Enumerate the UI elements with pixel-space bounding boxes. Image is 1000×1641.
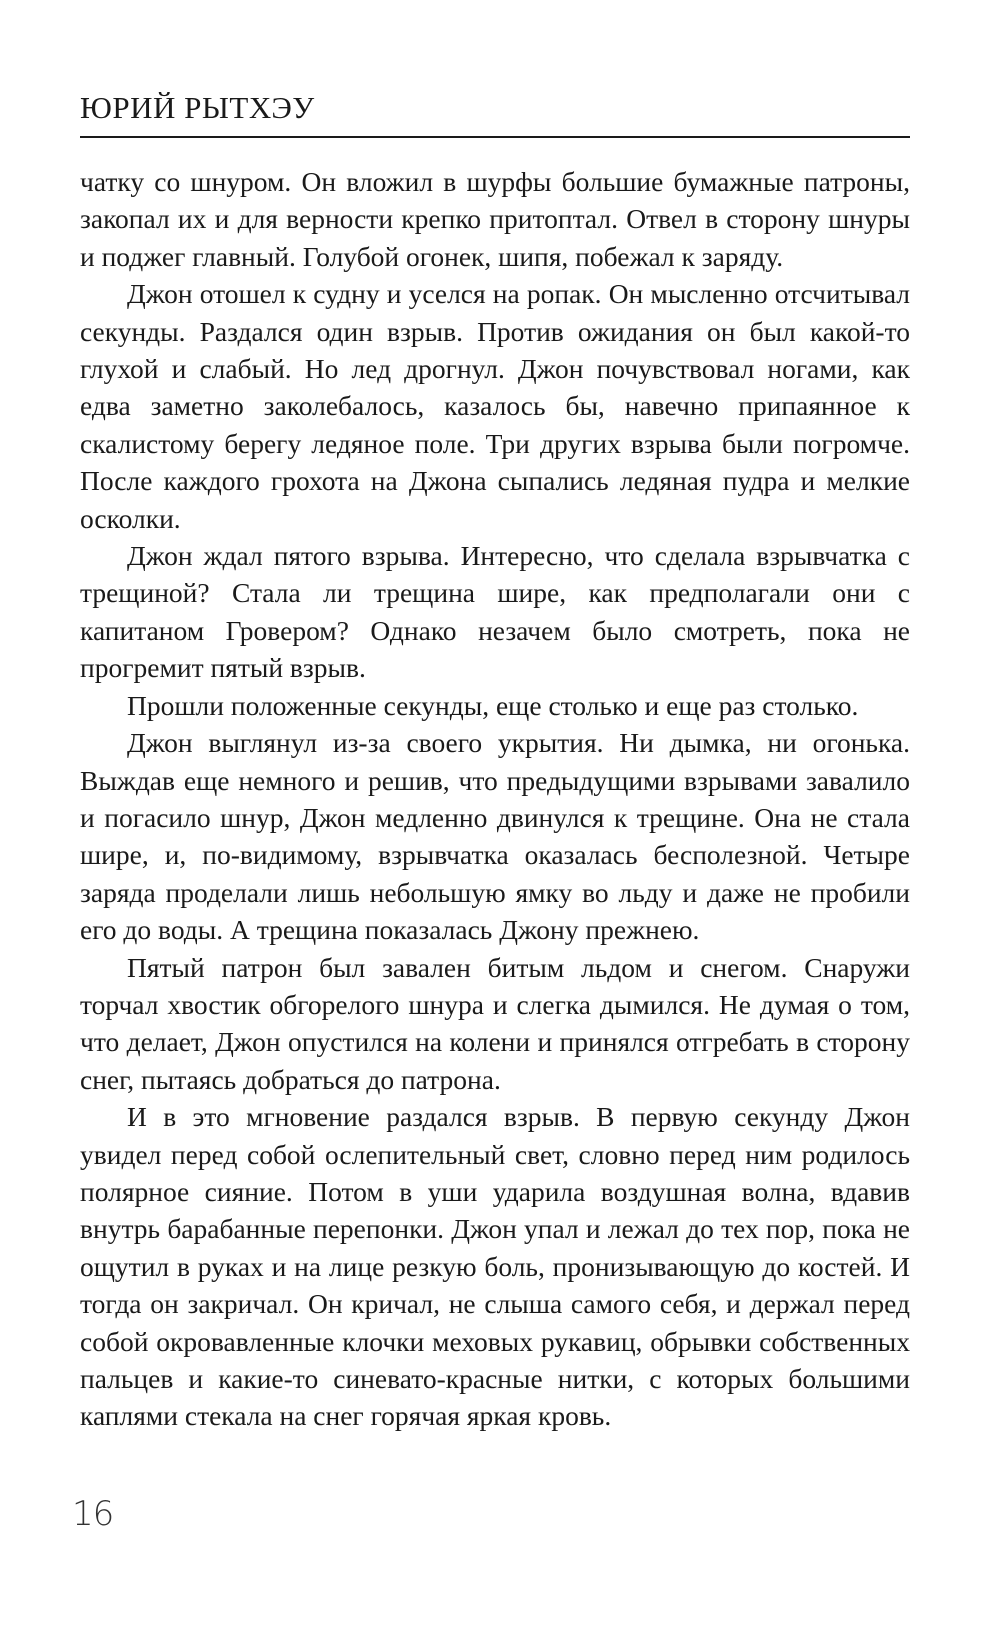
paragraph: Джон отошел к судну и уселся на ропак. Он мысленно отсчитывал секунды. Раздался один взрыв. Против ожидания он был какой-то глухой и слабый. Но лед дрогнул. Джон почувствовал ногами, как едва заметно заколебалось, казалось бы, навечно припаянное к скалистому берегу ледяное поле. Три других взрыва были погромче. После каждого грохота на Джона сыпались ледяная пудра и мелкие осколки. xyxy=(80,278,910,534)
page-number: 16 xyxy=(72,1494,114,1534)
paragraph: Джон выглянул из-за своего укрытия. Ни дымка, ни огонька. Выждав еще немного и решив, что предыдущими взрывами завалило и погасило шнур, Джон медленно двинулся к трещине. Она не стала шире, и, по-видимому, взрывчатка оказалась бесполезной. Четыре заряда проделали лишь небольшую ямку во льду и даже не пробили его до воды. А трещина показалась Джону прежнею. xyxy=(80,727,910,946)
paragraph: чатку со шнуром. Он вложил в шурфы большие бумажные патроны, закопал их и для верности крепко притоптал. Отвел в сторону шнуры и поджег главный. Голубой огонек, шипя, побежал к заряду. xyxy=(80,166,910,272)
paragraph: И в это мгновение раздался взрыв. В первую секунду Джон увидел перед собой ослепительный свет, словно перед ним родилось полярное сияние. Потом в уши ударила воздушная волна, вдавив внутрь барабанные перепонки. Джон упал и лежал до тех пор, пока не ощутил в руках и на лице резкую боль, пронизывающую до костей. И тогда он закричал. Он кричал, не слыша самого себя, и держал перед собой окровавленные клочки меховых рукавиц, обрывки собственных пальцев и какие-то синевато-красные нитки, с которых большими каплями стекала на снег горячая яркая кровь. xyxy=(80,1101,910,1432)
paragraph: Джон ждал пятого взрыва. Интересно, что сделала взрывчатка с трещиной? Стала ли трещина шире, как предполагали они с капитаном Гровером? Однако незачем было смотреть, пока не прогремит пятый взрыв. xyxy=(80,540,910,684)
paragraph: Пятый патрон был завален битым льдом и снегом. Снаружи торчал хвостик обгорелого шнура и слегка дымился. Не думая о том, что делает, Джон опустился на колени и принялся отгребать в сторону снег, пытаясь добраться до патрона. xyxy=(80,951,910,1095)
running-head-author: ЮРИЙ РЫТХЭУ xyxy=(80,90,315,125)
body-text xyxy=(80,163,910,1435)
header-rule xyxy=(80,136,910,138)
paragraph: Прошли положенные секунды, еще столько и еще раз столько. xyxy=(127,689,859,721)
